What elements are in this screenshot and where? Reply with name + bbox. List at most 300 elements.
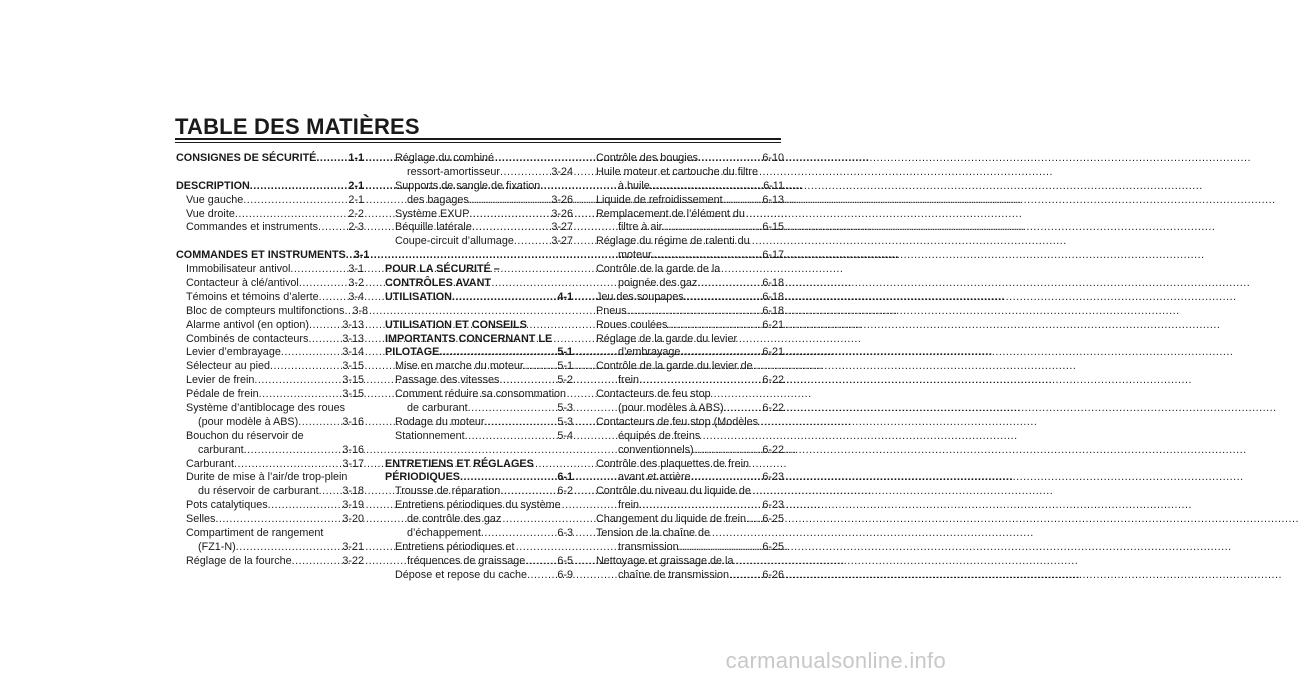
- toc-leader-dots: [309, 319, 342, 333]
- toc-entry-title: (FZ1-N): [198, 540, 236, 553]
- toc-leader-dots: [481, 527, 558, 541]
- toc-page-number: 3-13: [342, 332, 364, 345]
- toc-page-number: 6-18: [762, 290, 784, 303]
- toc-entry-title: Compartiment de rangement: [186, 527, 324, 540]
- toc-entry[interactable]: [176, 152, 364, 166]
- toc-leader-dots: [680, 346, 762, 360]
- toc-page-number: 3-1: [348, 263, 364, 276]
- toc-leader-dots: [652, 249, 763, 263]
- title-rule: [175, 138, 781, 140]
- toc-entry[interactable]: [176, 304, 369, 319]
- toc-entry-title: des bagages: [407, 193, 469, 206]
- toc-leader-dots: [650, 180, 763, 194]
- toc-page-number: 3-8: [352, 304, 369, 317]
- toc-page-number: 3-21: [342, 540, 364, 553]
- toc-page-number: 6-23: [762, 499, 784, 512]
- toc-page-number: 3-16: [342, 443, 364, 456]
- toc-entry[interactable]: [176, 360, 364, 374]
- toc-leader-dots: [268, 499, 343, 513]
- toc-entry: [385, 333, 573, 347]
- toc-entry: [596, 555, 784, 569]
- toc-entry-title: chaîne de transmission: [618, 568, 730, 581]
- toc-entry[interactable]: [385, 416, 573, 430]
- toc-leader-dots: [639, 499, 762, 513]
- toc-entry: [596, 166, 784, 180]
- toc-entry-title: Réglage de la garde du levier: [596, 332, 738, 345]
- toc-entry: [596, 416, 784, 430]
- toc-entry-title: Selles: [186, 513, 216, 526]
- toc-page-number: 3-22: [342, 554, 364, 567]
- toc-entry-title: transmission: [618, 540, 679, 553]
- toc-entry[interactable]: [596, 541, 784, 555]
- toc-column-1: [176, 152, 370, 569]
- toc-leader-dots: [319, 291, 349, 305]
- toc-page-number: 5-4: [557, 429, 573, 442]
- toc-entry[interactable]: [385, 402, 573, 416]
- toc-entry-title: (pour modèle à ABS): [198, 415, 299, 428]
- toc-entry-title: Contrôle des bougies: [596, 152, 699, 164]
- toc-entry-title: Levier d’embrayage: [186, 346, 281, 359]
- toc-entry[interactable]: [176, 263, 364, 277]
- toc-entry-title: Entretiens périodiques et: [395, 540, 515, 553]
- toc-leader-dots: [270, 360, 342, 374]
- toc-entry-title: d’échappement: [407, 527, 481, 540]
- toc-entry-title: Contacteur à clé/antivol: [186, 277, 299, 290]
- toc-entry-title: Vue droite: [186, 207, 235, 220]
- toc-entry-title: avant et arrière: [618, 471, 691, 484]
- toc-leader-dots: [746, 513, 762, 527]
- toc-entry: [176, 430, 364, 444]
- toc-entry-title: Contrôle du niveau du liquide de: [596, 485, 751, 498]
- toc-entry-title: Liquide de refroidissement: [596, 193, 723, 206]
- toc-entry-title: Stationnement: [395, 429, 465, 442]
- toc-page-number: 3-13: [342, 318, 364, 331]
- toc-leader-dots: [318, 221, 348, 235]
- toc-leader-dots: [514, 235, 552, 249]
- toc-entry-title: Système d’antiblocage des roues: [186, 402, 346, 415]
- toc-entry-title: frein: [618, 499, 640, 512]
- toc-entry-title: Commandes et instruments: [186, 221, 319, 234]
- toc-leader-dots: [234, 458, 342, 472]
- toc-page-number: 3-14: [342, 346, 364, 359]
- toc-entry-title: ressort-amortisseur: [407, 165, 500, 178]
- toc-entry-title: Huile moteur et cartouche du filtre: [596, 165, 759, 178]
- toc-entry[interactable]: [176, 180, 364, 194]
- toc-entry-title: CONTRÔLES AVANT: [385, 277, 491, 290]
- toc-entry[interactable]: [176, 346, 364, 360]
- toc-entry: [385, 499, 573, 513]
- toc-entry[interactable]: [176, 444, 364, 458]
- toc-entry[interactable]: [176, 416, 364, 430]
- toc-entry[interactable]: [596, 277, 784, 291]
- toc-leader-dots: [724, 402, 763, 416]
- toc-page-number: 6-11: [763, 179, 784, 192]
- toc-leader-dots: [452, 291, 557, 305]
- toc-leader-dots: [235, 208, 349, 222]
- toc-leader-dots: [627, 305, 763, 319]
- toc-spacer: [385, 249, 573, 263]
- toc-leader-dots: [292, 555, 343, 569]
- toc-entry: [596, 235, 784, 249]
- toc-entry: [385, 388, 573, 402]
- toc-entry-title: PÉRIODIQUES: [385, 471, 460, 484]
- toc-entry-title: filtre à air: [618, 221, 663, 234]
- toc-leader-dots: [319, 485, 343, 499]
- toc-leader-dots: [308, 333, 342, 347]
- toc-page-number: 3-4: [348, 290, 364, 303]
- toc-entry[interactable]: [596, 180, 784, 194]
- toc-leader-dots: [465, 430, 558, 444]
- toc-entry[interactable]: [596, 291, 784, 305]
- toc-entry-title: COMMANDES ET INSTRUMENTS: [176, 249, 346, 262]
- toc-entry[interactable]: [596, 471, 784, 485]
- toc-column-2: [385, 152, 573, 583]
- toc-entry[interactable]: [385, 471, 573, 485]
- toc-entry[interactable]: [596, 249, 784, 263]
- toc-entry-title: d’embrayage: [618, 346, 681, 359]
- toc-entry[interactable]: [385, 555, 573, 569]
- toc-page-number: 6-22: [762, 443, 784, 456]
- toc-entry[interactable]: [176, 499, 364, 513]
- toc-entry-title: Entretiens périodiques du système: [395, 499, 561, 512]
- toc-entry[interactable]: [596, 402, 784, 416]
- toc-leader-dots: [684, 291, 763, 305]
- toc-page-number: 6-18: [762, 304, 784, 317]
- toc-leader-dots: [344, 305, 352, 319]
- toc-leader-dots: [667, 319, 762, 333]
- toc-entry[interactable]: [176, 291, 364, 305]
- toc-page-number: 2-1: [348, 179, 364, 192]
- toc-entry-title: Immobilisateur antivol: [186, 263, 291, 276]
- toc-page-number: 6-17: [762, 249, 784, 262]
- toc-entry-title: UTILISATION ET CONSEILS: [385, 318, 527, 331]
- toc-entry[interactable]: [596, 499, 784, 513]
- toc-leader-dots: [691, 471, 763, 485]
- toc-page-number: 3-19: [342, 499, 364, 512]
- toc-page-number: 6-5: [557, 554, 573, 567]
- toc-entry-title: Levier de frein: [186, 374, 255, 387]
- toc-entry[interactable]: [176, 555, 364, 569]
- toc-leader-dots: [298, 416, 342, 430]
- toc-entry[interactable]: [385, 346, 573, 360]
- toc-entry: [176, 527, 364, 541]
- toc-page-number: 3-17: [342, 457, 364, 470]
- toc-page-number: 3-18: [342, 485, 364, 498]
- toc-entry-title: du réservoir de carburant: [198, 485, 319, 498]
- toc-entry-title: frein: [618, 374, 640, 387]
- toc-leader-dots: [316, 152, 348, 166]
- toc-leader-dots: [523, 360, 557, 374]
- toc-entry-title: équipés de freins: [618, 429, 701, 442]
- toc-leader-dots: [679, 541, 763, 555]
- toc-entry: [596, 208, 784, 222]
- toc-page-number: 5-1: [557, 346, 573, 359]
- toc-leader-dots: [472, 221, 552, 235]
- toc-entry[interactable]: [596, 444, 784, 458]
- toc-page-number: 6-3: [557, 527, 573, 540]
- page-title: TABLE DES MATIÈRES: [175, 114, 420, 139]
- toc-entry-title: Témoins et témoins d’alerte: [186, 290, 319, 303]
- toc-page-number: 5-3: [557, 402, 573, 415]
- toc-entry: [596, 527, 784, 541]
- toc-leader-dots: [236, 541, 343, 555]
- toc-entry[interactable]: [596, 305, 784, 319]
- toc-leader-dots: [299, 277, 349, 291]
- toc-page-number: 6-26: [762, 568, 784, 581]
- toc-page-number: 6-23: [762, 471, 784, 484]
- toc-entry[interactable]: [385, 221, 573, 235]
- toc-entry-title: PILOTAGE: [385, 346, 440, 359]
- toc-entry-title: Bouchon du réservoir de: [186, 429, 304, 442]
- toc-entry-title: poignée des gaz: [618, 277, 698, 290]
- toc-leader-dots: [215, 513, 342, 527]
- toc-leader-dots: [259, 388, 343, 402]
- toc-page-number: 6-21: [762, 318, 784, 331]
- toc-entry: [385, 277, 573, 291]
- toc-entry-title: Réglage du régime de ralenti du: [596, 235, 750, 248]
- toc-page-number: 5-1: [557, 360, 573, 373]
- toc-entry: [596, 360, 784, 374]
- toc-entry-title: Pneus: [596, 304, 627, 317]
- toc-entry-title: Pots catalytiques: [186, 499, 268, 512]
- toc-entry-title: carburant: [198, 443, 244, 456]
- toc-entry-title: Tension de la chaîne de: [596, 527, 711, 540]
- toc-entry-title: Mise en marche du moteur: [395, 360, 524, 373]
- toc-entry-title: Trousse de réparation: [395, 485, 501, 498]
- toc-page-number: 2-1: [348, 193, 364, 206]
- toc-entry-title: conventionnels): [618, 443, 694, 456]
- toc-entry-title: Contacteurs de feu stop (Modèles: [596, 415, 759, 428]
- toc-entry-title: moteur: [618, 249, 652, 262]
- toc-leader-dots: [460, 471, 557, 485]
- toc-entry-title: Comment réduire sa consommation: [395, 388, 567, 401]
- toc-page-number: 6-25: [762, 513, 784, 526]
- toc-page-number: 3-20: [342, 513, 364, 526]
- toc-entry-title: CONSIGNES DE SÉCURITÉ: [176, 152, 317, 164]
- toc-entry-title: Remplacement de l’élément du: [596, 207, 745, 220]
- toc-entry: [385, 180, 573, 194]
- toc-entry: [596, 388, 784, 402]
- toc-entry-title: de carburant: [407, 402, 468, 415]
- toc-leader-dots: [346, 249, 354, 263]
- toc-entry: [385, 541, 573, 555]
- toc-page-number: 3-16: [342, 415, 364, 428]
- toc-entry-title: Changement du liquide de frein: [596, 513, 747, 526]
- toc-leader-dots: [254, 374, 342, 388]
- toc-page-number: 2-2: [348, 207, 364, 220]
- toc-page-number: 3-15: [342, 388, 364, 401]
- toc-entry-title: Sélecteur au pied: [186, 360, 271, 373]
- toc-entry: [596, 458, 784, 472]
- toc-leader-dots: [469, 194, 552, 208]
- toc-entry[interactable]: [176, 458, 364, 472]
- toc-leader-dots: [694, 444, 763, 458]
- toc-leader-dots: [639, 374, 762, 388]
- toc-entry[interactable]: [385, 569, 573, 583]
- toc-leader-dots: [697, 277, 762, 291]
- toc-leader-dots: [500, 485, 557, 499]
- toc-entry-title: Jeu des soupapes: [596, 290, 684, 303]
- toc-spacer: [176, 166, 364, 180]
- toc-leader-dots: [469, 208, 551, 222]
- toc-entry-title: Nettoyage et graissage de la: [596, 554, 734, 567]
- toc-page-number: 6-13: [762, 193, 784, 206]
- toc-entry[interactable]: [176, 388, 364, 402]
- toc-entry-title: Combinés de contacteurs: [186, 332, 309, 345]
- toc-entry[interactable]: [176, 249, 370, 263]
- toc-entry: [596, 333, 784, 347]
- toc-entry-title: Alarme antivol (en option): [186, 318, 310, 331]
- toc-entry[interactable]: [385, 374, 573, 388]
- toc-page-number: 3-1: [353, 249, 370, 262]
- toc-entry-title: Carburant: [186, 457, 235, 470]
- toc-entry[interactable]: [596, 346, 784, 360]
- toc-entry-title: Passage des vitesses: [395, 374, 500, 387]
- toc-spacer: [385, 305, 573, 319]
- toc-entry: [385, 458, 573, 472]
- toc-page-number: 3-26: [551, 207, 573, 220]
- toc-entry[interactable]: [596, 374, 784, 388]
- toc-entry[interactable]: [176, 221, 364, 235]
- toc-entry[interactable]: [176, 485, 364, 499]
- toc-entry[interactable]: [176, 513, 364, 527]
- toc-entry: [596, 485, 784, 499]
- toc-leader-dots: [723, 194, 763, 208]
- toc-entry[interactable]: [385, 166, 573, 180]
- toc-leader-dots: [484, 416, 557, 430]
- toc-entry-title: IMPORTANTS CONCERNANT LE: [385, 332, 553, 345]
- toc-leader-dots: [468, 402, 558, 416]
- toc-entry[interactable]: [385, 485, 573, 499]
- toc-entry-title: Pédale de frein: [186, 388, 259, 401]
- toc-entry-title: Vue gauche: [186, 193, 244, 206]
- toc-entry[interactable]: [176, 374, 364, 388]
- toc-entry[interactable]: [385, 194, 573, 208]
- toc-entry[interactable]: [176, 194, 364, 208]
- toc-entry-title: Contacteurs de feu stop: [596, 388, 711, 401]
- toc-page-number: 4-1: [557, 290, 573, 303]
- toc-leader-dots: [729, 569, 762, 583]
- toc-entry-title: Dépose et repose du cache: [395, 568, 528, 581]
- toc-leader-dots: [243, 194, 348, 208]
- toc-leader-dots: [439, 346, 557, 360]
- toc-leader-dots: [500, 166, 551, 180]
- toc-entry-title: UTILISATION: [385, 290, 452, 303]
- toc-entry-title: Contrôle des plaquettes de frein: [596, 457, 750, 470]
- toc-page-number: 6-10: [762, 152, 784, 164]
- toc-entry-title: Supports de sangle de fixation: [395, 179, 541, 192]
- toc-entry: [385, 152, 573, 166]
- toc-entry[interactable]: [596, 194, 784, 208]
- toc-page-number: 3-15: [342, 374, 364, 387]
- toc-entry: [385, 263, 573, 277]
- toc-page-number: 6-22: [762, 402, 784, 415]
- toc-entry-title: à huile: [618, 179, 650, 192]
- toc-entry: [176, 402, 364, 416]
- toc-leader-dots: [662, 221, 762, 235]
- toc-entry[interactable]: [176, 208, 364, 222]
- toc-page-number: 6-15: [762, 221, 784, 234]
- toc-leader-dots: [244, 444, 343, 458]
- toc-page-number: 6-22: [762, 374, 784, 387]
- toc-page-number: 2-3: [348, 221, 364, 234]
- toc-entry[interactable]: [596, 319, 784, 333]
- toc-page-number: 3-15: [342, 360, 364, 373]
- toc-entry[interactable]: [385, 430, 573, 444]
- toc-entry-title: Roues coulées: [596, 318, 668, 331]
- toc-entry-title: fréquences de graissage: [407, 554, 526, 567]
- toc-entry-title: Bloc de compteurs multifonctions: [186, 304, 345, 317]
- toc-entry-title: Réglage de la fourche: [186, 554, 292, 567]
- toc-entry[interactable]: [176, 541, 364, 555]
- toc-entry[interactable]: [596, 221, 784, 235]
- toc-entry[interactable]: [596, 513, 784, 527]
- toc-page-number: 6-1: [557, 471, 573, 484]
- toc-leader-dots: [698, 152, 762, 166]
- toc-entry-title: ENTRETIENS ET RÉGLAGES: [385, 457, 534, 470]
- toc-leader-dots: [525, 555, 557, 569]
- toc-page-number: 6-21: [762, 346, 784, 359]
- toc-entry-title: Béquille latérale: [395, 221, 472, 234]
- toc-entry[interactable]: [176, 319, 364, 333]
- toc-column-3: [596, 152, 784, 583]
- toc-entry-title: de contrôle des gaz: [407, 513, 502, 526]
- toc-entry-title: Contrôle de la garde du levier de: [596, 360, 753, 373]
- toc-page-number: 6-2: [557, 485, 573, 498]
- toc-spacer: [176, 235, 364, 249]
- toc-page-number: 6-25: [762, 540, 784, 553]
- toc-entry-title: (pour modèles à ABS): [618, 402, 724, 415]
- toc-leader-dots: [281, 346, 343, 360]
- toc-entry-title: Durite de mise à l’air/de trop-plein: [186, 471, 348, 484]
- toc-entry-title: Système EXUP: [395, 207, 470, 220]
- toc-entry-title: POUR LA SÉCURITÉ –: [385, 263, 500, 276]
- toc-entry[interactable]: [596, 569, 784, 583]
- toc-page-number: 5-3: [557, 415, 573, 428]
- toc-page-number: 5-2: [557, 374, 573, 387]
- toc-leader-dots: [499, 374, 557, 388]
- toc-entry-title: Réglage du combiné: [395, 152, 495, 164]
- toc-entry[interactable]: [385, 208, 573, 222]
- toc-leader-dots: [527, 569, 557, 583]
- toc-entry-title: Contrôle de la garde de la: [596, 263, 721, 276]
- toc-entry-title: DESCRIPTION: [176, 179, 250, 192]
- toc-entry: [596, 263, 784, 277]
- toc-entry: [385, 513, 573, 527]
- toc-entry[interactable]: [385, 527, 573, 541]
- toc-entry-title: Coupe-circuit d’allumage: [395, 235, 514, 248]
- toc-entry[interactable]: [176, 277, 364, 291]
- toc-entry: [385, 319, 573, 333]
- toc-entry[interactable]: [385, 235, 573, 249]
- toc-entry[interactable]: [385, 291, 573, 305]
- toc-page-number: 3-26: [551, 193, 573, 206]
- toc-page-number: 3-27: [551, 221, 573, 234]
- title-rule-thin: [175, 142, 781, 143]
- toc-entry[interactable]: [176, 333, 364, 347]
- toc-page-number: 6-9: [557, 568, 573, 581]
- toc-leader-dots: [290, 263, 348, 277]
- toc-spacer: [385, 444, 573, 458]
- toc-page-number: 6-18: [762, 277, 784, 290]
- toc-entry-title: Rodage du moteur: [395, 415, 485, 428]
- toc-page-number: 3-24: [551, 165, 573, 178]
- toc-leader-dots: [250, 180, 349, 194]
- toc-page-number: 3-27: [551, 235, 573, 248]
- toc-page-number: 1-1: [348, 152, 364, 164]
- toc-entry[interactable]: [385, 360, 573, 374]
- toc-entry[interactable]: [596, 152, 784, 166]
